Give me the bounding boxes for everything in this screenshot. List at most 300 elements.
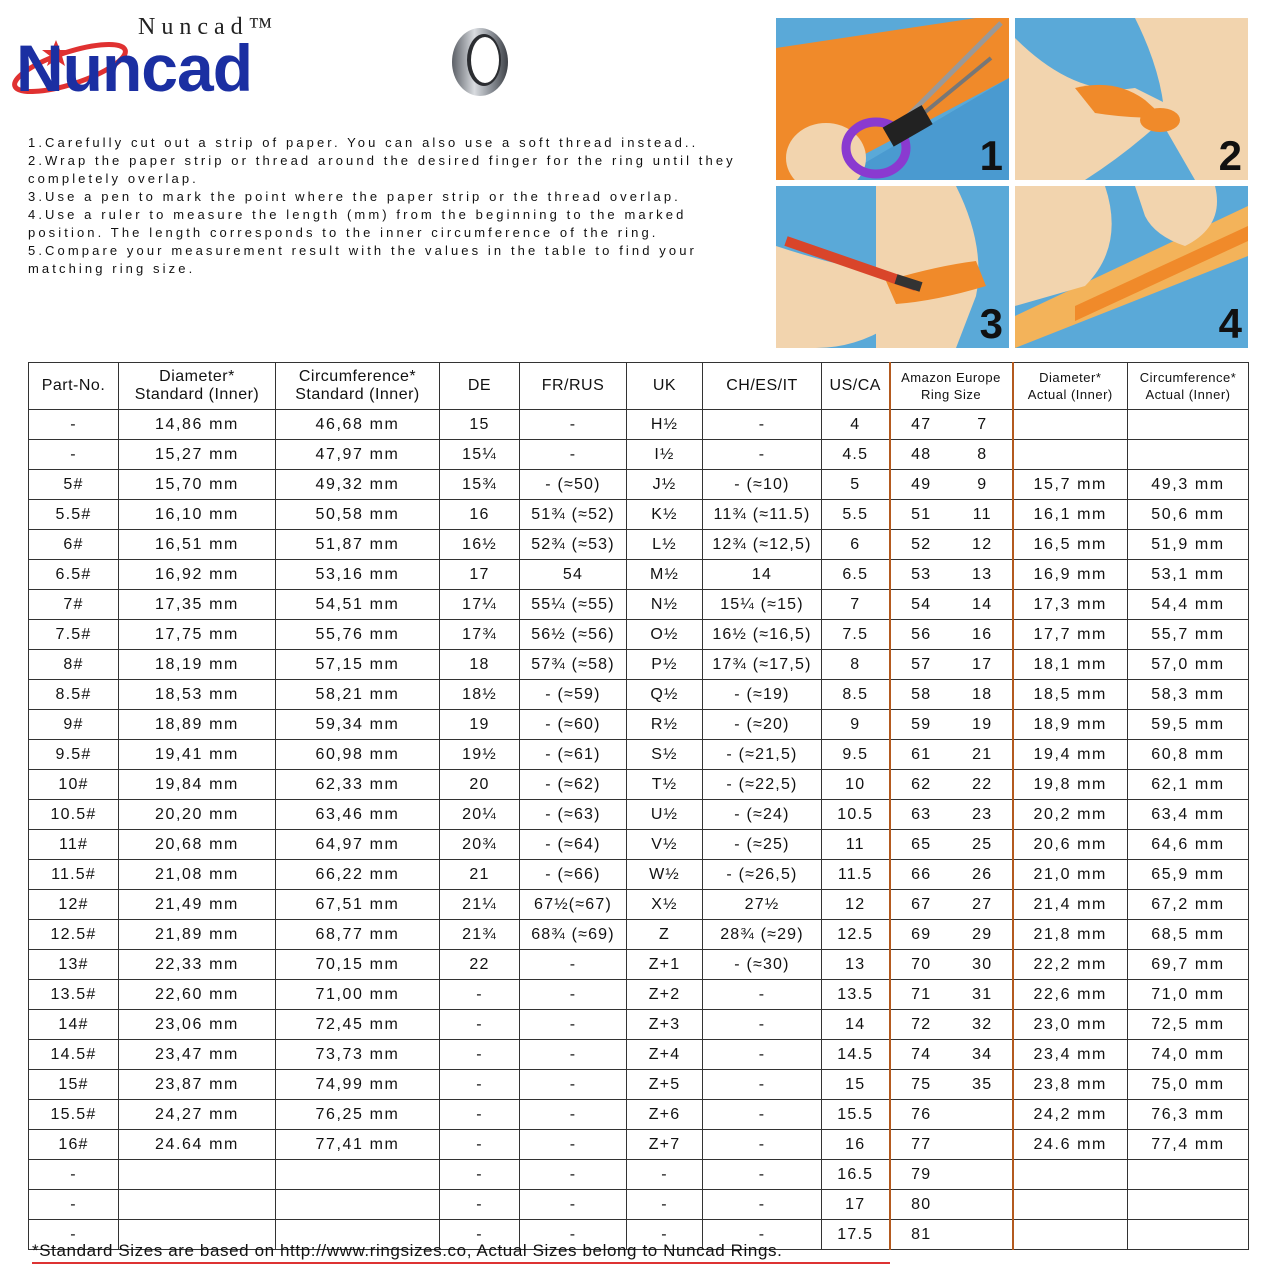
cell-circumference-standard: 63,46 mm	[276, 800, 440, 830]
cell-circumference-standard	[276, 1190, 440, 1220]
cell-fr-rus: -	[520, 1160, 627, 1190]
cell-amazon-size: 59	[890, 710, 953, 740]
cell-diameter-actual: 17,3 mm	[1013, 590, 1128, 620]
cell-amazon-size: 61	[890, 740, 953, 770]
table-row	[29, 980, 1249, 1010]
table-row	[29, 710, 1249, 740]
cell-circumference-actual: 57,0 mm	[1128, 650, 1249, 680]
table-row	[29, 1010, 1249, 1040]
cell-part-no: 8#	[29, 650, 119, 680]
cell-diameter-standard: 22,60 mm	[119, 980, 276, 1010]
cell-ch-es-it: 11¾ (≈11.5)	[703, 500, 822, 530]
cell-uk: -	[627, 1220, 703, 1250]
cell-circumference-actual: 58,3 mm	[1128, 680, 1249, 710]
cell-diameter-standard	[119, 1190, 276, 1220]
instruction-step: 4.Use a ruler to measure the length (mm) from the beginning to the marked position. The length corresponds to the inner circumference of the ring.	[28, 207, 687, 240]
cell-de: 20	[440, 770, 520, 800]
cell-de: 17¼	[440, 590, 520, 620]
cell-amazon-size: 56	[890, 620, 953, 650]
cell-amazon-alt-size: 25	[953, 830, 1013, 860]
cell-part-no: -	[29, 1190, 119, 1220]
cell-uk: Z+3	[627, 1010, 703, 1040]
cell-part-no: 7.5#	[29, 620, 119, 650]
cell-circumference-standard: 72,45 mm	[276, 1010, 440, 1040]
cell-amazon-size: 52	[890, 530, 953, 560]
cell-uk: J½	[627, 470, 703, 500]
cell-diameter-actual	[1013, 410, 1128, 440]
cell-amazon-alt-size: 30	[953, 950, 1013, 980]
brand-top-text: Nuncad™	[138, 14, 279, 40]
cell-ch-es-it: - (≈19)	[703, 680, 822, 710]
cell-amazon-alt-size: 13	[953, 560, 1013, 590]
cell-part-no: 9#	[29, 710, 119, 740]
cell-amazon-size: 80	[890, 1190, 953, 1220]
cell-us-ca: 13	[822, 950, 890, 980]
cell-ch-es-it: - (≈21,5)	[703, 740, 822, 770]
cell-de: -	[440, 980, 520, 1010]
cell-de: 18½	[440, 680, 520, 710]
cell-de: 19	[440, 710, 520, 740]
cell-uk: L½	[627, 530, 703, 560]
cell-circumference-actual: 69,7 mm	[1128, 950, 1249, 980]
cell-amazon-size: 77	[890, 1130, 953, 1160]
cell-uk: H½	[627, 410, 703, 440]
cell-diameter-standard: 19,41 mm	[119, 740, 276, 770]
cell-ch-es-it: -	[703, 1100, 822, 1130]
cell-diameter-standard: 21,89 mm	[119, 920, 276, 950]
table-header-row	[29, 363, 1249, 410]
header-circumference-standard: Circumference* Standard (Inner)	[276, 363, 440, 410]
table-row	[29, 770, 1249, 800]
cell-us-ca: 16	[822, 1130, 890, 1160]
table-row	[29, 1040, 1249, 1070]
table-row	[29, 470, 1249, 500]
cell-fr-rus: - (≈66)	[520, 860, 627, 890]
cell-fr-rus: - (≈63)	[520, 800, 627, 830]
scissors-cutting-paper-illustration: 1	[776, 18, 1009, 180]
cell-fr-rus: - (≈50)	[520, 470, 627, 500]
cell-diameter-standard: 24.64 mm	[119, 1130, 276, 1160]
cell-diameter-actual	[1013, 1160, 1128, 1190]
cell-uk: Z+1	[627, 950, 703, 980]
cell-part-no: 14#	[29, 1010, 119, 1040]
cell-circumference-standard: 62,33 mm	[276, 770, 440, 800]
cell-part-no: 5#	[29, 470, 119, 500]
wrap-finger-illustration: 2	[1015, 18, 1248, 180]
cell-uk: T½	[627, 770, 703, 800]
cell-ch-es-it: 12¾ (≈12,5)	[703, 530, 822, 560]
cell-de: 19½	[440, 740, 520, 770]
cell-amazon-alt-size: 27	[953, 890, 1013, 920]
cell-diameter-actual: 19,8 mm	[1013, 770, 1128, 800]
cell-de: 22	[440, 950, 520, 980]
cell-diameter-actual	[1013, 440, 1128, 470]
cell-circumference-actual: 71,0 mm	[1128, 980, 1249, 1010]
table-row	[29, 440, 1249, 470]
instruction-step: 3.Use a pen to mark the point where the paper strip or the thread overlap.	[28, 189, 681, 204]
table-row	[29, 890, 1249, 920]
cell-uk: M½	[627, 560, 703, 590]
cell-us-ca: 10.5	[822, 800, 890, 830]
cell-circumference-standard: 71,00 mm	[276, 980, 440, 1010]
cell-circumference-standard: 51,87 mm	[276, 530, 440, 560]
cell-amazon-alt-size: 23	[953, 800, 1013, 830]
header-part-no: Part-No.	[29, 363, 119, 410]
cell-uk: S½	[627, 740, 703, 770]
cell-us-ca: 11.5	[822, 860, 890, 890]
cell-amazon-alt-size	[953, 1160, 1013, 1190]
table-row	[29, 530, 1249, 560]
cell-circumference-standard	[276, 1160, 440, 1190]
cell-us-ca: 9	[822, 710, 890, 740]
cell-part-no: 10#	[29, 770, 119, 800]
cell-ch-es-it: 16½ (≈16,5)	[703, 620, 822, 650]
cell-amazon-alt-size: 16	[953, 620, 1013, 650]
cell-fr-rus: -	[520, 1070, 627, 1100]
cell-amazon-alt-size: 18	[953, 680, 1013, 710]
cell-circumference-actual: 72,5 mm	[1128, 1010, 1249, 1040]
cell-ch-es-it: -	[703, 1190, 822, 1220]
cell-part-no: 11.5#	[29, 860, 119, 890]
cell-de: 15¼	[440, 440, 520, 470]
cell-de: -	[440, 1070, 520, 1100]
cell-part-no: 15#	[29, 1070, 119, 1100]
cell-circumference-standard: 60,98 mm	[276, 740, 440, 770]
cell-part-no: 10.5#	[29, 800, 119, 830]
cell-diameter-standard: 20,20 mm	[119, 800, 276, 830]
cell-amazon-size: 66	[890, 860, 953, 890]
cell-diameter-actual: 15,7 mm	[1013, 470, 1128, 500]
cell-diameter-standard: 17,75 mm	[119, 620, 276, 650]
cell-us-ca: 12.5	[822, 920, 890, 950]
instruction-step: 2.Wrap the paper strip or thread around the desired finger for the ring until they completely overlap.	[28, 153, 736, 186]
table-row	[29, 800, 1249, 830]
cell-amazon-size: 70	[890, 950, 953, 980]
cell-circumference-actual	[1128, 1190, 1249, 1220]
cell-circumference-standard: 50,58 mm	[276, 500, 440, 530]
cell-ch-es-it: - (≈20)	[703, 710, 822, 740]
cell-fr-rus: -	[520, 980, 627, 1010]
cell-diameter-actual: 20,6 mm	[1013, 830, 1128, 860]
cell-diameter-standard: 16,10 mm	[119, 500, 276, 530]
cell-fr-rus: 67½(≈67)	[520, 890, 627, 920]
cell-us-ca: 7.5	[822, 620, 890, 650]
cell-diameter-actual: 17,7 mm	[1013, 620, 1128, 650]
cell-circumference-standard: 70,15 mm	[276, 950, 440, 980]
cell-us-ca: 17	[822, 1190, 890, 1220]
cell-fr-rus: 57¾ (≈58)	[520, 650, 627, 680]
cell-de: 21	[440, 860, 520, 890]
cell-fr-rus: 54	[520, 560, 627, 590]
table-row	[29, 920, 1249, 950]
mark-with-pen-illustration: 3	[776, 186, 1009, 348]
cell-diameter-actual: 18,1 mm	[1013, 650, 1128, 680]
cell-amazon-alt-size	[953, 1220, 1013, 1250]
table-row	[29, 860, 1249, 890]
cell-us-ca: 9.5	[822, 740, 890, 770]
cell-circumference-actual: 67,2 mm	[1128, 890, 1249, 920]
cell-diameter-actual: 18,5 mm	[1013, 680, 1128, 710]
cell-fr-rus: - (≈61)	[520, 740, 627, 770]
cell-diameter-standard: 23,06 mm	[119, 1010, 276, 1040]
table-row	[29, 500, 1249, 530]
cell-circumference-actual: 51,9 mm	[1128, 530, 1249, 560]
brand-logo	[8, 8, 308, 103]
cell-part-no: 13.5#	[29, 980, 119, 1010]
cell-us-ca: 14.5	[822, 1040, 890, 1070]
header-amazon-europe: Amazon Europe Ring Size	[890, 363, 1013, 410]
cell-diameter-standard: 16,51 mm	[119, 530, 276, 560]
cell-circumference-standard: 73,73 mm	[276, 1040, 440, 1070]
cell-diameter-standard: 18,19 mm	[119, 650, 276, 680]
cell-amazon-alt-size: 35	[953, 1070, 1013, 1100]
cell-ch-es-it: -	[703, 1040, 822, 1070]
cell-diameter-actual: 21,8 mm	[1013, 920, 1128, 950]
cell-fr-rus: 51¾ (≈52)	[520, 500, 627, 530]
cell-ch-es-it: 28¾ (≈29)	[703, 920, 822, 950]
table-row	[29, 1070, 1249, 1100]
cell-amazon-size: 63	[890, 800, 953, 830]
cell-diameter-actual	[1013, 1190, 1128, 1220]
cell-circumference-standard: 55,76 mm	[276, 620, 440, 650]
cell-amazon-alt-size	[953, 1130, 1013, 1160]
cell-uk: X½	[627, 890, 703, 920]
header-circumference-actual: Circumference* Actual (Inner)	[1128, 363, 1249, 410]
cell-circumference-actual: 76,3 mm	[1128, 1100, 1249, 1130]
cell-uk: -	[627, 1160, 703, 1190]
cell-diameter-standard	[119, 1160, 276, 1190]
brand-logo-text: Nuncad	[16, 31, 253, 105]
cell-diameter-standard: 21,49 mm	[119, 890, 276, 920]
cell-us-ca: 6.5	[822, 560, 890, 590]
cell-amazon-alt-size: 21	[953, 740, 1013, 770]
cell-uk: Z+7	[627, 1130, 703, 1160]
cell-circumference-actual	[1128, 1220, 1249, 1250]
table-row	[29, 1190, 1249, 1220]
header-diameter-standard: Diameter* Standard (Inner)	[119, 363, 276, 410]
cell-us-ca: 12	[822, 890, 890, 920]
cell-uk: R½	[627, 710, 703, 740]
cell-fr-rus: -	[520, 1010, 627, 1040]
cell-ch-es-it: - (≈30)	[703, 950, 822, 980]
table-row	[29, 950, 1249, 980]
cell-diameter-actual: 23,4 mm	[1013, 1040, 1128, 1070]
cell-amazon-size: 67	[890, 890, 953, 920]
cell-amazon-size: 65	[890, 830, 953, 860]
ring-size-table	[28, 362, 1248, 1250]
cell-diameter-standard: 18,53 mm	[119, 680, 276, 710]
header-uk: UK	[627, 363, 703, 410]
cell-ch-es-it: - (≈26,5)	[703, 860, 822, 890]
cell-diameter-standard: 20,68 mm	[119, 830, 276, 860]
cell-diameter-actual: 21,0 mm	[1013, 860, 1128, 890]
cell-amazon-alt-size: 29	[953, 920, 1013, 950]
cell-diameter-actual: 21,4 mm	[1013, 890, 1128, 920]
cell-amazon-alt-size: 22	[953, 770, 1013, 800]
cell-part-no: 6#	[29, 530, 119, 560]
cell-circumference-actual	[1128, 440, 1249, 470]
cell-amazon-alt-size: 8	[953, 440, 1013, 470]
cell-part-no: 13#	[29, 950, 119, 980]
cell-ch-es-it: -	[703, 1070, 822, 1100]
cell-fr-rus: 68¾ (≈69)	[520, 920, 627, 950]
cell-us-ca: 8.5	[822, 680, 890, 710]
ring-product-image	[440, 22, 520, 102]
measurement-illustrations	[776, 18, 1248, 348]
cell-ch-es-it: - (≈10)	[703, 470, 822, 500]
cell-diameter-actual: 24,2 mm	[1013, 1100, 1128, 1130]
cell-uk: O½	[627, 620, 703, 650]
cell-diameter-actual: 22,2 mm	[1013, 950, 1128, 980]
cell-ch-es-it: -	[703, 1130, 822, 1160]
cell-circumference-standard: 49,32 mm	[276, 470, 440, 500]
cell-circumference-standard: 76,25 mm	[276, 1100, 440, 1130]
cell-diameter-actual: 24.6 mm	[1013, 1130, 1128, 1160]
cell-de: 21¼	[440, 890, 520, 920]
cell-fr-rus: 52¾ (≈53)	[520, 530, 627, 560]
cell-uk: Z+2	[627, 980, 703, 1010]
cell-uk: U½	[627, 800, 703, 830]
instruction-step: 5.Compare your measurement result with the values in the table to find your matching ring size.	[28, 243, 697, 276]
size-chart-table	[28, 362, 1249, 1250]
cell-circumference-actual: 55,7 mm	[1128, 620, 1249, 650]
cell-uk: Z+6	[627, 1100, 703, 1130]
cell-fr-rus: - (≈60)	[520, 710, 627, 740]
cell-part-no: 5.5#	[29, 500, 119, 530]
cell-part-no: 14.5#	[29, 1040, 119, 1070]
cell-diameter-actual: 16,9 mm	[1013, 560, 1128, 590]
cell-part-no: 8.5#	[29, 680, 119, 710]
cell-fr-rus: 56½ (≈56)	[520, 620, 627, 650]
cell-uk: W½	[627, 860, 703, 890]
cell-diameter-actual: 23,0 mm	[1013, 1010, 1128, 1040]
cell-amazon-alt-size	[953, 1100, 1013, 1130]
cell-diameter-standard: 15,70 mm	[119, 470, 276, 500]
header-us-ca: US/CA	[822, 363, 890, 410]
cell-ch-es-it: - (≈24)	[703, 800, 822, 830]
cell-us-ca: 11	[822, 830, 890, 860]
cell-circumference-standard: 64,97 mm	[276, 830, 440, 860]
cell-de: -	[440, 1040, 520, 1070]
cell-amazon-size: 47	[890, 410, 953, 440]
cell-diameter-standard: 17,35 mm	[119, 590, 276, 620]
cell-de: 15¾	[440, 470, 520, 500]
cell-uk: P½	[627, 650, 703, 680]
cell-circumference-actual: 59,5 mm	[1128, 710, 1249, 740]
table-row	[29, 1160, 1249, 1190]
cell-diameter-standard: 24,27 mm	[119, 1100, 276, 1130]
cell-circumference-actual: 49,3 mm	[1128, 470, 1249, 500]
cell-circumference-actual: 63,4 mm	[1128, 800, 1249, 830]
cell-us-ca: 16.5	[822, 1160, 890, 1190]
cell-amazon-size: 81	[890, 1220, 953, 1250]
cell-amazon-alt-size: 19	[953, 710, 1013, 740]
cell-diameter-actual: 22,6 mm	[1013, 980, 1128, 1010]
cell-ch-es-it: -	[703, 1160, 822, 1190]
cell-amazon-size: 72	[890, 1010, 953, 1040]
cell-us-ca: 6	[822, 530, 890, 560]
cell-fr-rus: - (≈62)	[520, 770, 627, 800]
cell-de: 16	[440, 500, 520, 530]
cell-circumference-standard: 54,51 mm	[276, 590, 440, 620]
cell-us-ca: 15.5	[822, 1100, 890, 1130]
cell-circumference-actual: 50,6 mm	[1128, 500, 1249, 530]
cell-fr-rus: -	[520, 1040, 627, 1070]
table-row	[29, 410, 1249, 440]
cell-diameter-standard: 18,89 mm	[119, 710, 276, 740]
cell-fr-rus: -	[520, 950, 627, 980]
cell-amazon-size: 75	[890, 1070, 953, 1100]
cell-diameter-actual: 18,9 mm	[1013, 710, 1128, 740]
header-ch-es-it: CH/ES/IT	[703, 363, 822, 410]
table-row	[29, 830, 1249, 860]
table-row	[29, 620, 1249, 650]
cell-ch-es-it: 27½	[703, 890, 822, 920]
table-row	[29, 1100, 1249, 1130]
measure-ruler-illustration: 4	[1015, 186, 1248, 348]
cell-amazon-size: 58	[890, 680, 953, 710]
cell-fr-rus: - (≈59)	[520, 680, 627, 710]
cell-uk: Q½	[627, 680, 703, 710]
cell-amazon-alt-size	[953, 1190, 1013, 1220]
cell-circumference-standard: 67,51 mm	[276, 890, 440, 920]
cell-ch-es-it: -	[703, 980, 822, 1010]
cell-us-ca: 4.5	[822, 440, 890, 470]
cell-amazon-size: 57	[890, 650, 953, 680]
cell-circumference-standard: 47,97 mm	[276, 440, 440, 470]
table-row	[29, 590, 1249, 620]
cell-amazon-size: 54	[890, 590, 953, 620]
cell-diameter-actual: 20,2 mm	[1013, 800, 1128, 830]
cell-us-ca: 4	[822, 410, 890, 440]
cell-part-no: -	[29, 440, 119, 470]
cell-diameter-actual: 16,5 mm	[1013, 530, 1128, 560]
cell-circumference-standard: 46,68 mm	[276, 410, 440, 440]
cell-circumference-actual: 74,0 mm	[1128, 1040, 1249, 1070]
cell-fr-rus: 55¼ (≈55)	[520, 590, 627, 620]
cell-fr-rus: - (≈64)	[520, 830, 627, 860]
cell-uk: N½	[627, 590, 703, 620]
table-row	[29, 740, 1249, 770]
cell-part-no: 12.5#	[29, 920, 119, 950]
cell-de: 17¾	[440, 620, 520, 650]
cell-circumference-actual: 75,0 mm	[1128, 1070, 1249, 1100]
cell-us-ca: 17.5	[822, 1220, 890, 1250]
cell-amazon-size: 69	[890, 920, 953, 950]
cell-diameter-standard: 19,84 mm	[119, 770, 276, 800]
cell-part-no: 7#	[29, 590, 119, 620]
header-de: DE	[440, 363, 520, 410]
cell-part-no: 16#	[29, 1130, 119, 1160]
cell-de: -	[440, 1220, 520, 1250]
cell-part-no: -	[29, 410, 119, 440]
cell-amazon-alt-size: 12	[953, 530, 1013, 560]
cell-ch-es-it: -	[703, 1220, 822, 1250]
cell-fr-rus: -	[520, 1220, 627, 1250]
cell-diameter-standard: 15,27 mm	[119, 440, 276, 470]
cell-circumference-actual: 77,4 mm	[1128, 1130, 1249, 1160]
cell-ch-es-it: 15¼ (≈15)	[703, 590, 822, 620]
cell-part-no: 12#	[29, 890, 119, 920]
cell-us-ca: 8	[822, 650, 890, 680]
cell-amazon-alt-size: 32	[953, 1010, 1013, 1040]
cell-amazon-size: 53	[890, 560, 953, 590]
cell-part-no: 9.5#	[29, 740, 119, 770]
cell-fr-rus: -	[520, 440, 627, 470]
cell-ch-es-it: -	[703, 1010, 822, 1040]
cell-ch-es-it: -	[703, 410, 822, 440]
cell-amazon-alt-size: 26	[953, 860, 1013, 890]
